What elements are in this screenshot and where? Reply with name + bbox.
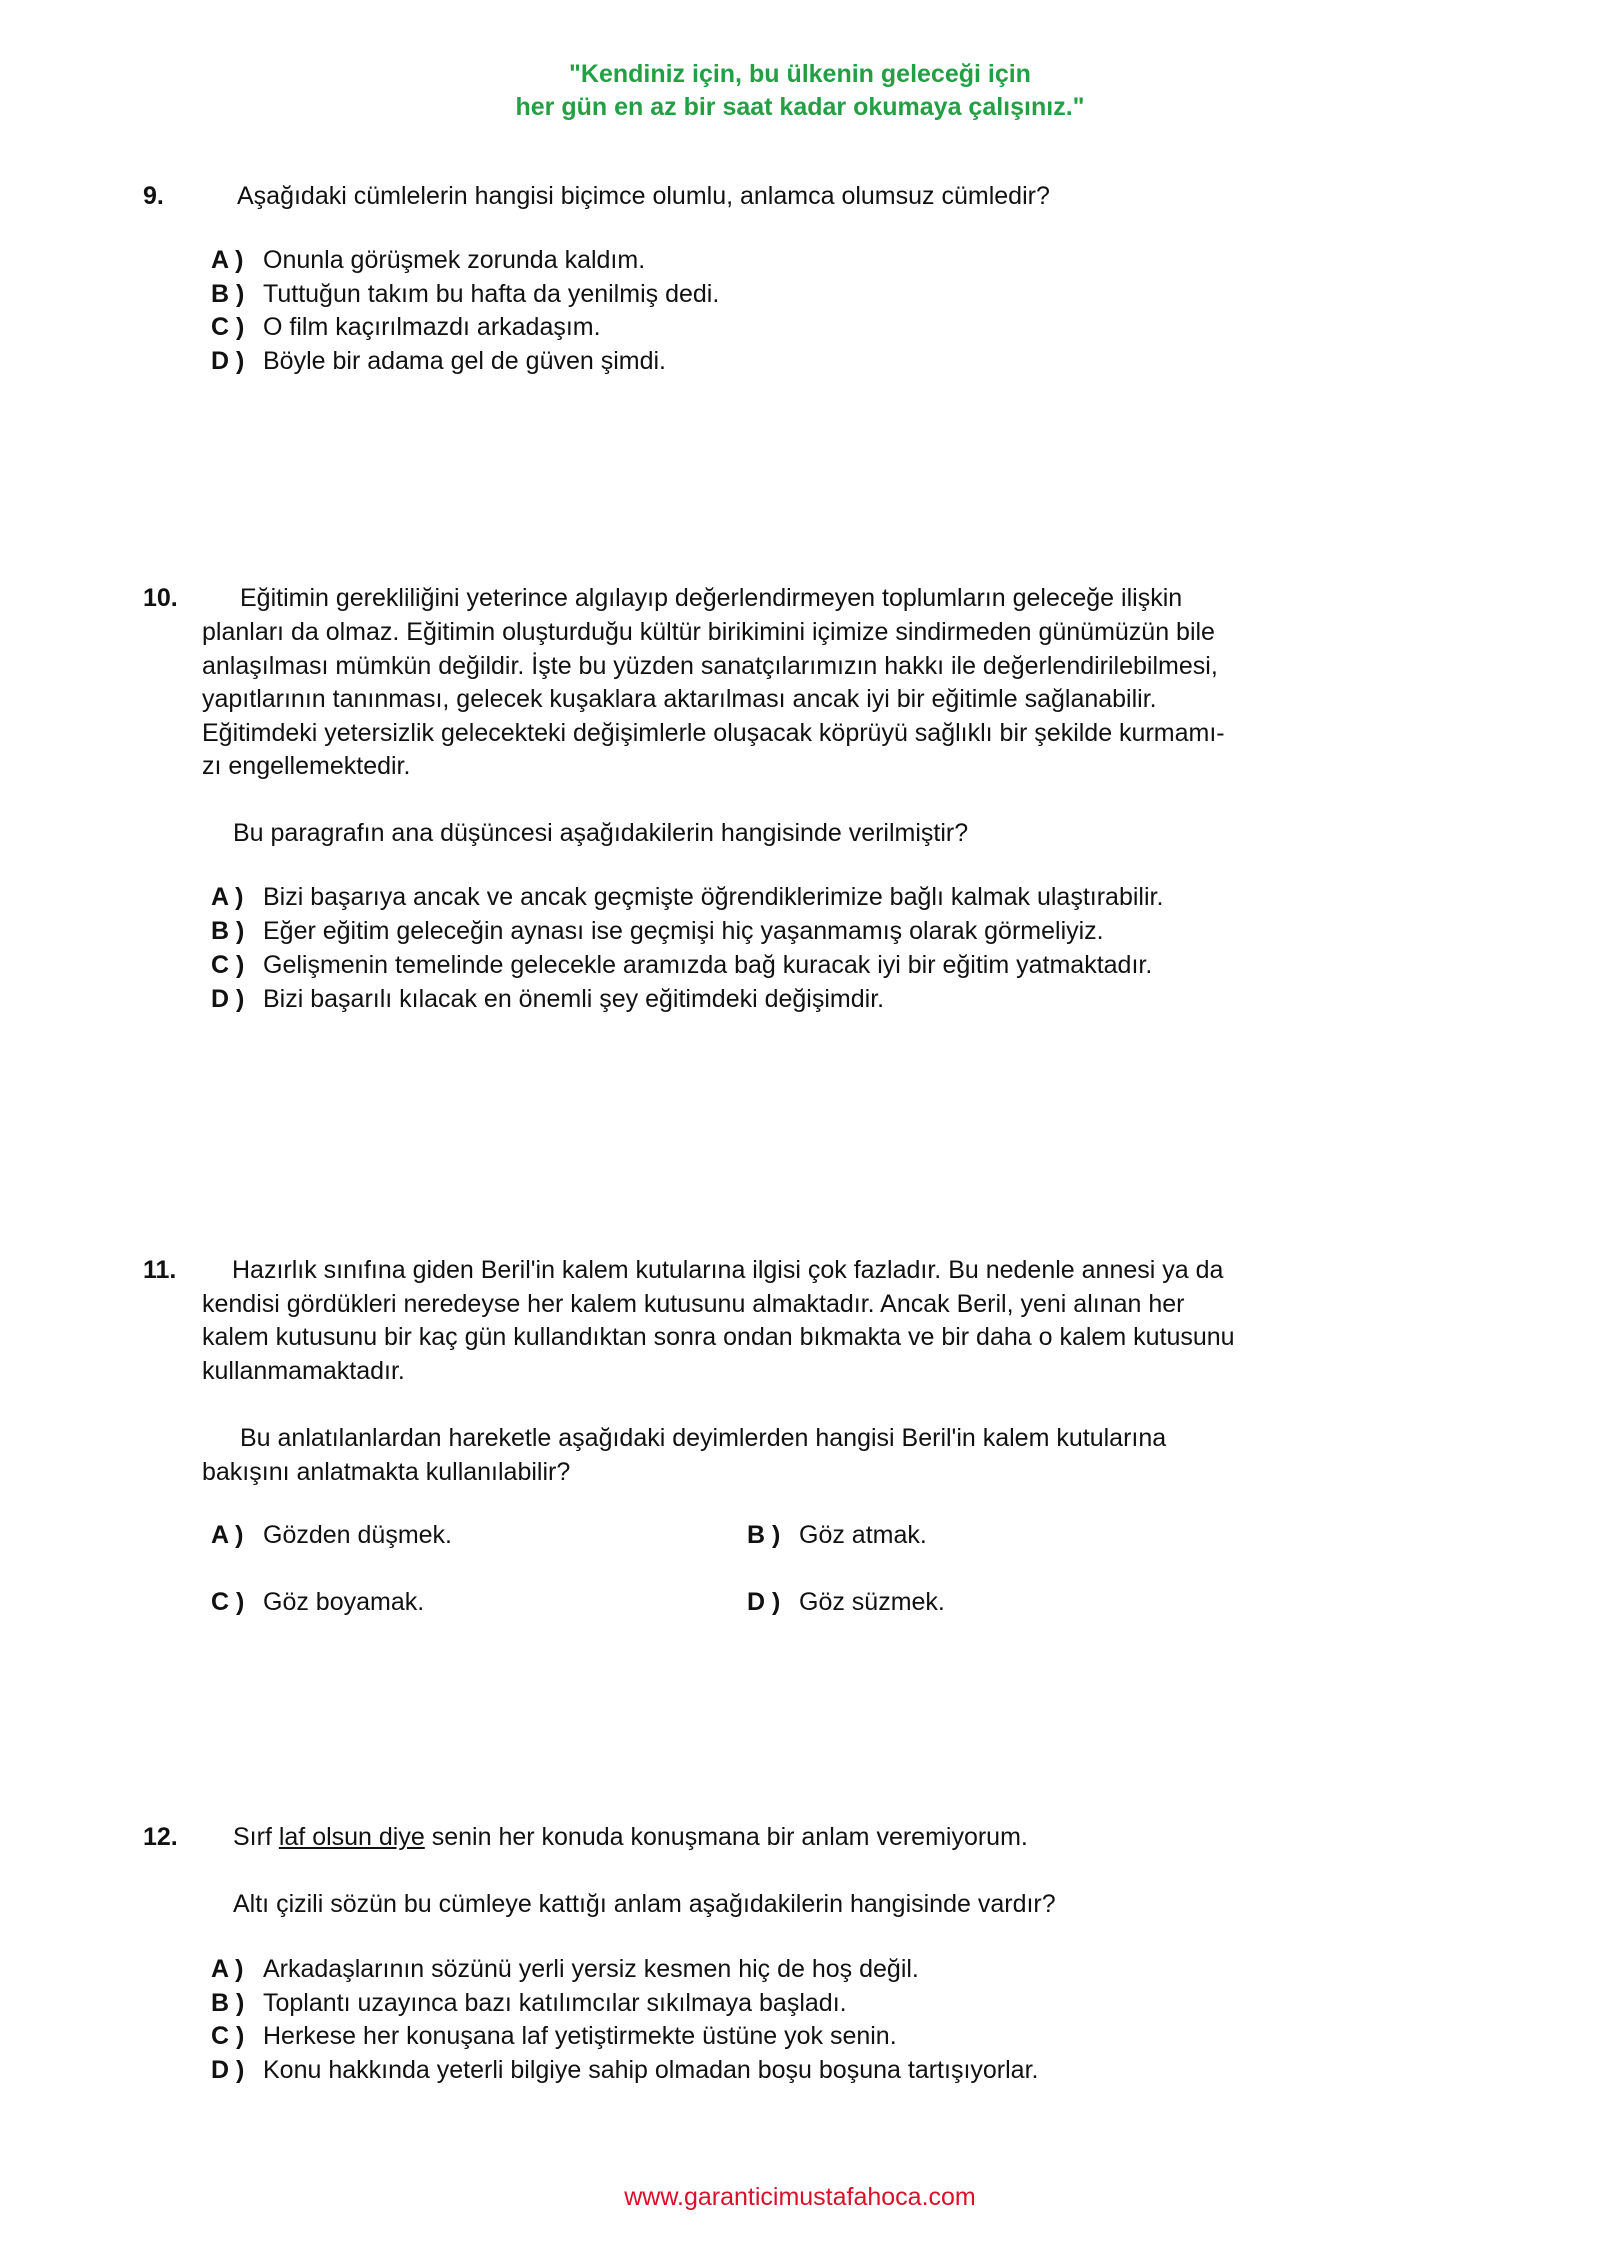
option-a[interactable]	[211, 1521, 452, 1550]
sentence-after: senin her konuda konuşmana bir anlam veremiyorum.	[424, 1823, 1028, 1851]
option-label: A )	[211, 883, 244, 911]
question-stem: Bu paragrafın ana düşüncesi aşağıdakilerin hangisinde verilmiştir?	[233, 819, 969, 847]
option-a[interactable]	[211, 1955, 919, 1984]
option-text: Böyle bir adama gel de güven şimdi.	[263, 347, 667, 375]
option-d[interactable]	[211, 347, 666, 376]
option-label: A )	[211, 1521, 244, 1549]
underlined-phrase: laf olsun diye	[278, 1823, 425, 1851]
option-d[interactable]	[211, 2056, 1038, 2085]
option-c[interactable]	[211, 313, 601, 342]
option-a[interactable]	[211, 246, 645, 275]
passage-line: anlaşılması mümkün değildir. İşte bu yüzden sanatçılarımızın hakkı ile değerlendirilebilmesi,	[202, 652, 1218, 680]
option-text: Bizi başarıya ancak ve ancak geçmişte öğrendiklerimize bağlı kalmak ulaştırabilir.	[263, 883, 1164, 911]
question-number: 12.	[143, 1823, 178, 1851]
option-label: A )	[211, 246, 244, 274]
question-stem: Aşağıdaki cümlelerin hangisi biçimce olumlu, anlamca olumsuz cümledir?	[237, 182, 1050, 210]
option-label: D )	[211, 2056, 245, 2084]
question-stem: bakışını anlatmakta kullanılabilir?	[202, 1458, 571, 1486]
passage-line: kullanmamaktadır.	[202, 1357, 405, 1385]
option-label: D )	[211, 347, 245, 375]
passage-line: planları da olmaz. Eğitimin oluşturduğu kültür birikimini içimize sindirmeden günümüzün bile	[202, 618, 1215, 646]
passage-line: kendisi gördükleri neredeyse her kalem kutusunu almaktadır. Ancak Beril, yeni alınan her	[202, 1290, 1185, 1318]
option-text: Gözden düşmek.	[263, 1521, 452, 1549]
example-sentence	[233, 1820, 1028, 1854]
option-text: Konu hakkında yeterli bilgiye sahip olmadan boşu boşuna tartışıyorlar.	[263, 2056, 1039, 2084]
option-text: Onunla görüşmek zorunda kaldım.	[263, 246, 646, 274]
passage-line: Hazırlık sınıfına giden Beril'in kalem kutularına ilgisi çok fazladır. Bu nedenle annesi ya da	[232, 1256, 1224, 1284]
option-label: D )	[747, 1588, 781, 1616]
option-label: C )	[211, 1588, 245, 1616]
option-b[interactable]	[211, 1989, 847, 2018]
option-label: B )	[211, 917, 245, 945]
option-label: B )	[211, 280, 245, 308]
option-label: C )	[211, 2022, 245, 2050]
option-label: D )	[211, 985, 245, 1013]
option-d[interactable]	[211, 985, 884, 1014]
option-text: Arkadaşlarının sözünü yerli yersiz kesmen hiç de hoş değil.	[263, 1955, 919, 1983]
option-text: Gelişmenin temelinde gelecekle aramızda bağ kuracak iyi bir eğitim yatmaktadır.	[263, 951, 1153, 979]
option-a[interactable]	[211, 883, 1163, 912]
option-text: Herkese her konuşana laf yetiştirmekte üstüne yok senin.	[263, 2022, 897, 2050]
passage-line: Eğitimin gerekliliğini yeterince algılayıp değerlendirmeyen toplumların geleceğe ilişkin	[240, 584, 1183, 612]
option-text: Tuttuğun takım bu hafta da yenilmiş dedi.	[263, 280, 720, 308]
option-text: Bizi başarılı kılacak en önemli şey eğitimdeki değişimdir.	[263, 985, 885, 1013]
option-label: C )	[211, 313, 245, 341]
passage-line: Eğitimdeki yetersizlik gelecekteki değişimlerle oluşacak köprüyü sağlıklı bir şekilde kurmamı-	[202, 719, 1225, 747]
option-text: Göz boyamak.	[263, 1588, 425, 1616]
question-number: 10.	[143, 584, 178, 612]
header-motto-line1: "Kendiniz için, bu ülkenin geleceği için	[569, 60, 1031, 88]
passage-line: yapıtlarının tanınması, gelecek kuşaklara aktarılması ancak iyi bir eğitimle sağlanabilir.	[202, 685, 1157, 713]
option-text: Göz atmak.	[799, 1521, 927, 1549]
option-b[interactable]	[747, 1521, 927, 1550]
option-b[interactable]	[211, 917, 1104, 946]
option-text: Eğer eğitim geleceğin aynası ise geçmişi hiç yaşanmamış olarak görmeliyiz.	[263, 917, 1104, 945]
option-c[interactable]	[211, 1588, 424, 1617]
option-text: Toplantı uzayınca bazı katılımcılar sıkılmaya başladı.	[263, 1989, 847, 2017]
option-c[interactable]	[211, 2022, 897, 2051]
header-motto-line2: her gün en az bir saat kadar okumaya çalışınız."	[515, 93, 1085, 121]
passage-line: kalem kutusunu bir kaç gün kullandıktan sonra ondan bıkmakta ve bir daha o kalem kutusunu	[202, 1323, 1235, 1351]
question-number: 11.	[143, 1256, 177, 1284]
option-c[interactable]	[211, 951, 1152, 980]
option-label: A )	[211, 1955, 244, 1983]
passage-line: zı engellemektedir.	[202, 752, 411, 780]
option-label: C )	[211, 951, 245, 979]
option-label: B )	[747, 1521, 781, 1549]
option-b[interactable]	[211, 280, 719, 309]
sentence-before: Sırf	[233, 1823, 279, 1851]
option-label: B )	[211, 1989, 245, 2017]
footer-website-link[interactable]: www.garanticimustafahoca.com	[624, 2183, 976, 2211]
question-stem: Bu anlatılanlardan hareketle aşağıdaki deyimlerden hangisi Beril'in kalem kutularına	[240, 1424, 1167, 1452]
option-text: O film kaçırılmazdı arkadaşım.	[263, 313, 601, 341]
option-text: Göz süzmek.	[799, 1588, 945, 1616]
question-number: 9.	[143, 182, 164, 210]
option-d[interactable]	[747, 1588, 945, 1617]
question-stem: Altı çizili sözün bu cümleye kattığı anlam aşağıdakilerin hangisinde vardır?	[233, 1890, 1056, 1918]
